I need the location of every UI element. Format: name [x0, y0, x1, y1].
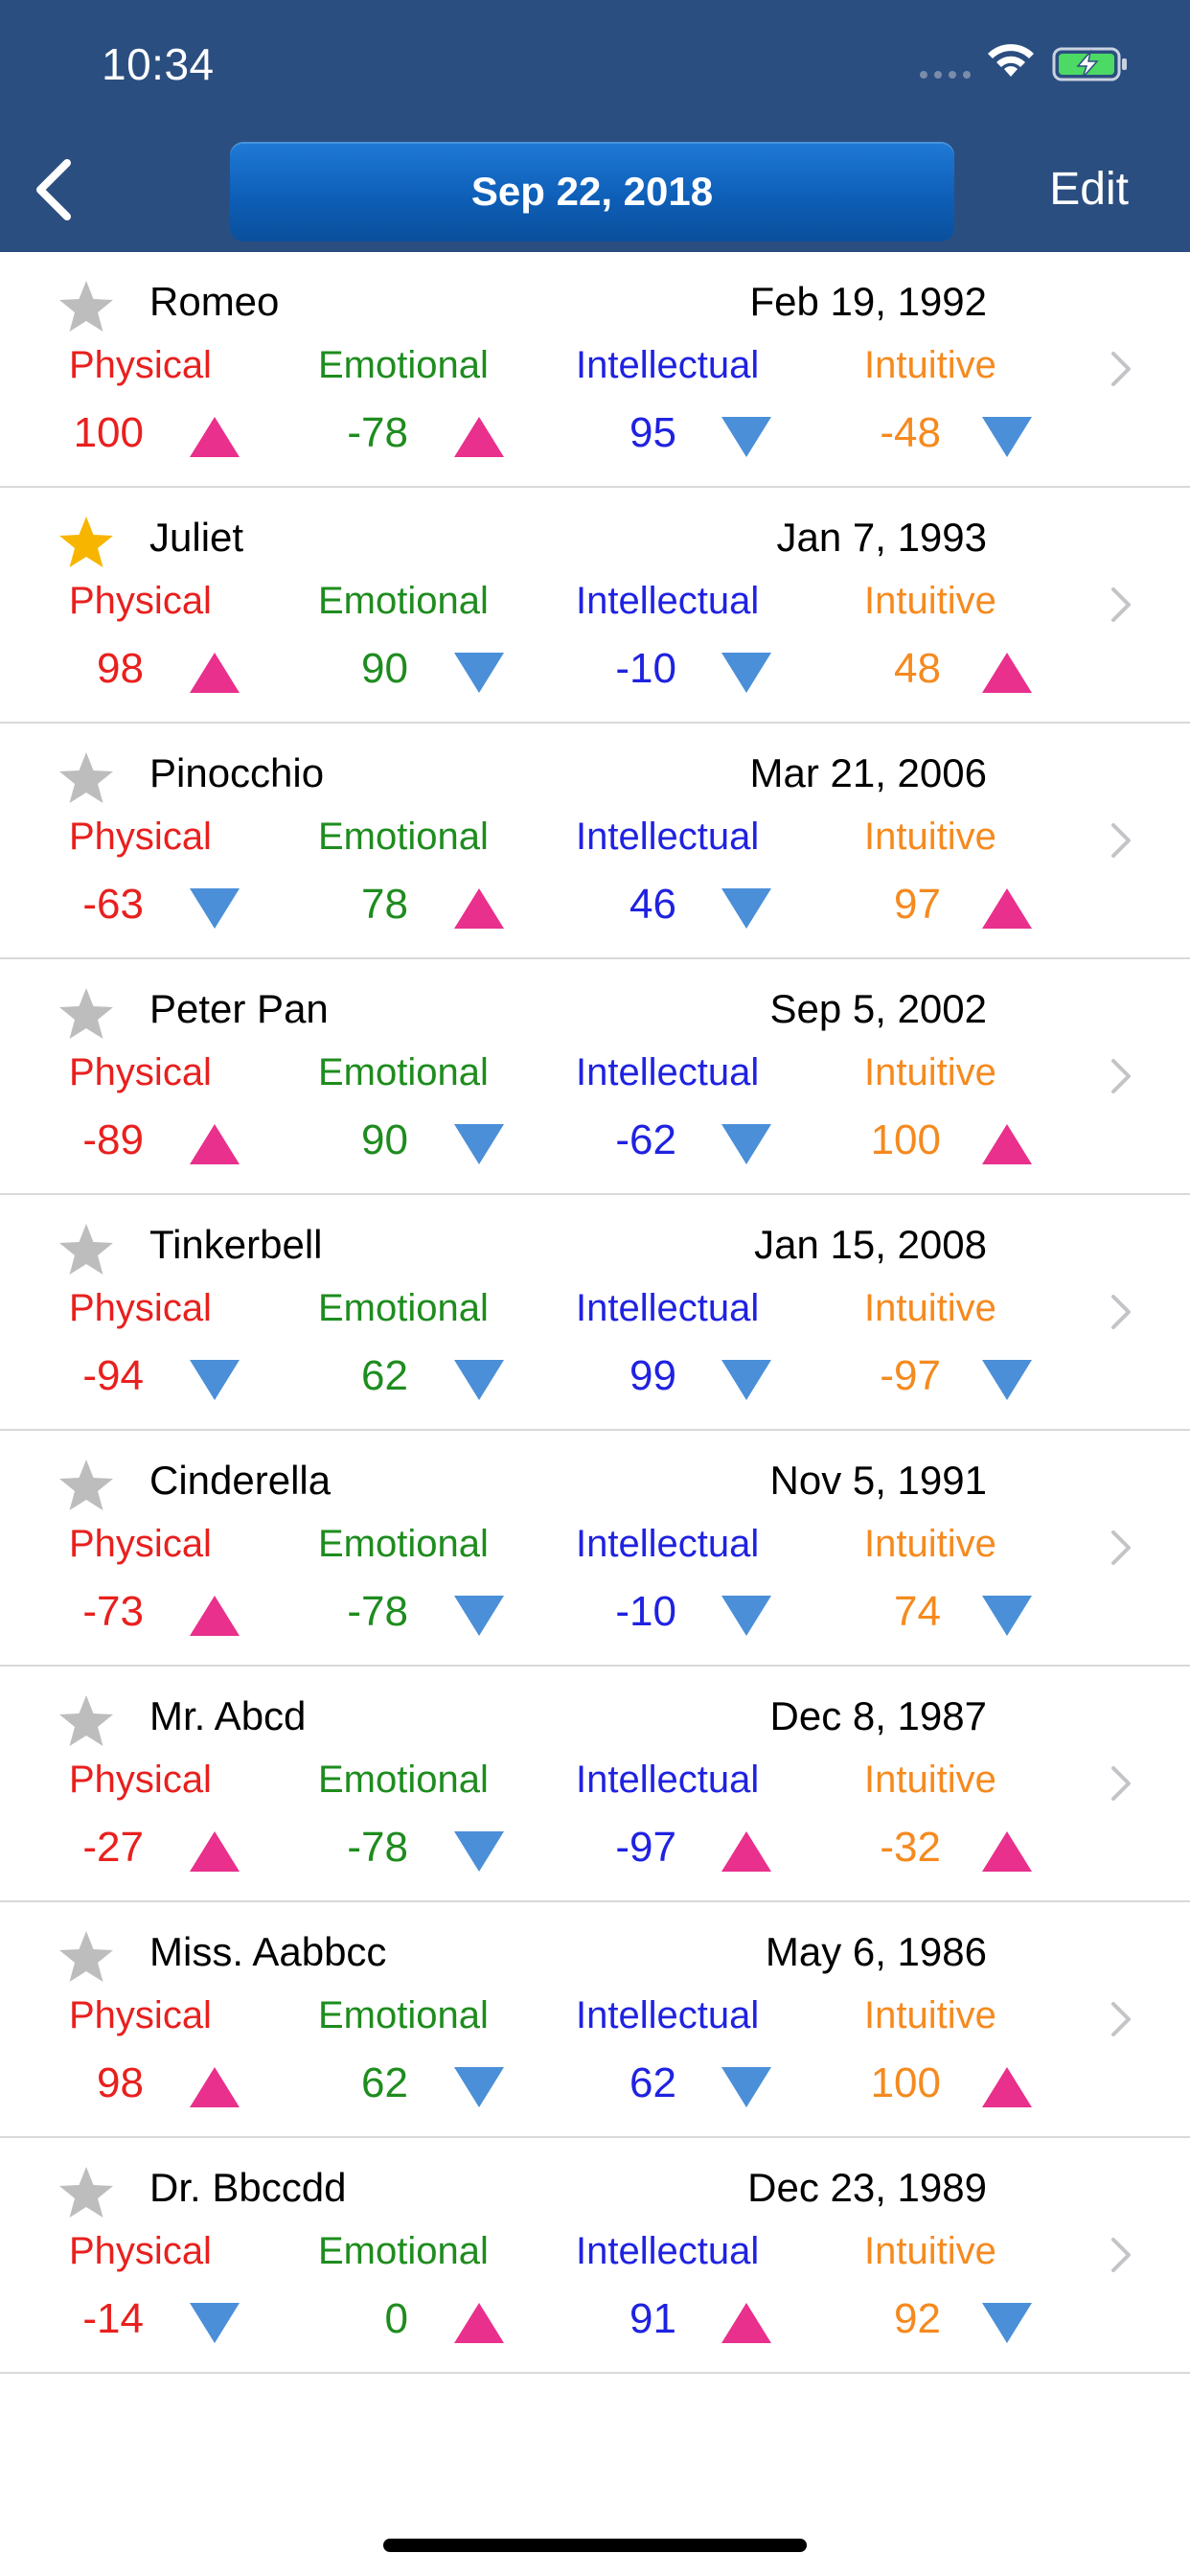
- person-row[interactable]: [0, 959, 1190, 1195]
- person-name: Romeo: [149, 279, 280, 324]
- people-list: [0, 252, 1190, 2374]
- favorite-star-icon[interactable]: [57, 750, 115, 806]
- emotional-label: Emotional: [318, 2230, 489, 2272]
- intuitive-value: 74: [894, 1588, 941, 1635]
- favorite-star-icon[interactable]: [57, 1693, 115, 1749]
- intellectual-trend-down-icon: [720, 886, 773, 931]
- physical-label: Physical: [69, 1051, 212, 1093]
- intellectual-value: 46: [629, 881, 676, 928]
- intuitive-label: Intuitive: [864, 1523, 996, 1565]
- physical-trend-down-icon: [188, 2301, 241, 2345]
- emotional-trend-down-icon: [452, 651, 506, 695]
- physical-value: -14: [82, 2295, 144, 2342]
- intuitive-value: 92: [894, 2295, 941, 2342]
- favorite-star-icon[interactable]: [57, 1929, 115, 1985]
- physical-label: Physical: [69, 344, 212, 386]
- intuitive-trend-down-icon: [980, 1358, 1034, 1402]
- emotional-value: 90: [361, 645, 408, 692]
- physical-value: -63: [82, 881, 144, 928]
- edit-button[interactable]: Edit: [1049, 164, 1129, 215]
- intuitive-trend-down-icon: [980, 415, 1034, 459]
- person-row[interactable]: [0, 488, 1190, 724]
- favorite-star-icon[interactable]: [57, 1458, 115, 1513]
- intellectual-value: 62: [629, 2059, 676, 2106]
- emotional-value: 0: [384, 2295, 408, 2342]
- person-row[interactable]: [0, 2138, 1190, 2374]
- intuitive-trend-up-icon: [980, 1829, 1034, 1874]
- date-picker-button[interactable]: Sep 22, 2018: [230, 142, 954, 242]
- intellectual-value: -10: [615, 645, 676, 692]
- intuitive-label: Intuitive: [864, 344, 996, 386]
- disclosure-chevron-icon[interactable]: [1110, 586, 1133, 624]
- intuitive-value: 97: [894, 881, 941, 928]
- physical-trend-up-icon: [188, 651, 241, 695]
- intuitive-label: Intuitive: [864, 1287, 996, 1329]
- disclosure-chevron-icon[interactable]: [1110, 2236, 1133, 2274]
- emotional-value: 62: [361, 2059, 408, 2106]
- physical-label: Physical: [69, 1287, 212, 1329]
- physical-value: 98: [97, 645, 144, 692]
- intellectual-trend-down-icon: [720, 1594, 773, 1638]
- emotional-value: -78: [347, 1588, 408, 1635]
- person-row[interactable]: [0, 1195, 1190, 1431]
- intuitive-value: 100: [870, 1116, 941, 1163]
- person-name: Juliet: [149, 515, 244, 560]
- intellectual-label: Intellectual: [576, 1759, 760, 1801]
- disclosure-chevron-icon[interactable]: [1110, 1057, 1133, 1095]
- intellectual-label: Intellectual: [576, 1994, 760, 2036]
- physical-trend-up-icon: [188, 415, 241, 459]
- physical-value: -94: [82, 1352, 144, 1399]
- physical-trend-up-icon: [188, 1594, 241, 1638]
- intellectual-trend-down-icon: [720, 1358, 773, 1402]
- emotional-trend-down-icon: [452, 1829, 506, 1874]
- emotional-value: -78: [347, 409, 408, 456]
- physical-label: Physical: [69, 580, 212, 622]
- home-indicator: [383, 2539, 807, 2552]
- physical-trend-up-icon: [188, 1829, 241, 1874]
- person-name: Dr. Bbccdd: [149, 2165, 347, 2210]
- emotional-value: 90: [361, 1116, 408, 1163]
- emotional-trend-up-icon: [452, 886, 506, 931]
- cellular-signal-icon: [920, 71, 971, 79]
- physical-label: Physical: [69, 1994, 212, 2036]
- emotional-label: Emotional: [318, 1994, 489, 2036]
- intuitive-trend-down-icon: [980, 1594, 1034, 1638]
- emotional-label: Emotional: [318, 1287, 489, 1329]
- intuitive-value: 48: [894, 645, 941, 692]
- intellectual-value: 91: [629, 2295, 676, 2342]
- intuitive-trend-up-icon: [980, 1122, 1034, 1166]
- intuitive-label: Intuitive: [864, 1759, 996, 1801]
- physical-value: -73: [82, 1588, 144, 1635]
- physical-label: Physical: [69, 2230, 212, 2272]
- emotional-label: Emotional: [318, 580, 489, 622]
- intuitive-trend-up-icon: [980, 651, 1034, 695]
- physical-trend-up-icon: [188, 1122, 241, 1166]
- status-time: 10:34: [102, 39, 215, 89]
- emotional-trend-down-icon: [452, 1594, 506, 1638]
- emotional-value: 62: [361, 1352, 408, 1399]
- intellectual-value: -10: [615, 1588, 676, 1635]
- physical-value: -27: [82, 1824, 144, 1871]
- intuitive-value: 100: [870, 2059, 941, 2106]
- intuitive-trend-up-icon: [980, 2065, 1034, 2109]
- intuitive-label: Intuitive: [864, 2230, 996, 2272]
- intuitive-value: -32: [880, 1824, 941, 1871]
- battery-charging-icon: [1052, 46, 1129, 82]
- birth-date: Jan 15, 2008: [754, 1222, 987, 1267]
- intellectual-value: 99: [629, 1352, 676, 1399]
- intellectual-trend-down-icon: [720, 2065, 773, 2109]
- intellectual-trend-up-icon: [720, 1829, 773, 1874]
- physical-value: -89: [82, 1116, 144, 1163]
- intuitive-label: Intuitive: [864, 1051, 996, 1093]
- emotional-trend-down-icon: [452, 1122, 506, 1166]
- favorite-star-icon[interactable]: [57, 515, 115, 570]
- disclosure-chevron-icon[interactable]: [1110, 1764, 1133, 1803]
- intellectual-value: -62: [615, 1116, 676, 1163]
- intellectual-trend-down-icon: [720, 415, 773, 459]
- birth-date: Mar 21, 2006: [749, 750, 987, 795]
- back-chevron-icon[interactable]: [31, 157, 75, 222]
- emotional-trend-down-icon: [452, 2065, 506, 2109]
- emotional-trend-up-icon: [452, 415, 506, 459]
- disclosure-chevron-icon[interactable]: [1110, 1529, 1133, 1567]
- intellectual-label: Intellectual: [576, 344, 760, 386]
- person-name: Peter Pan: [149, 986, 329, 1031]
- disclosure-chevron-icon[interactable]: [1110, 2000, 1133, 2038]
- intellectual-trend-down-icon: [720, 1122, 773, 1166]
- emotional-value: -78: [347, 1824, 408, 1871]
- physical-label: Physical: [69, 1523, 212, 1565]
- intuitive-trend-down-icon: [980, 2301, 1034, 2345]
- disclosure-chevron-icon[interactable]: [1110, 1293, 1133, 1331]
- emotional-label: Emotional: [318, 344, 489, 386]
- person-row[interactable]: [0, 1667, 1190, 1902]
- birth-date: Nov 5, 1991: [769, 1458, 987, 1503]
- person-name: Mr. Abcd: [149, 1693, 307, 1738]
- person-row[interactable]: [0, 1431, 1190, 1667]
- person-row[interactable]: [0, 724, 1190, 959]
- intellectual-value: 95: [629, 409, 676, 456]
- physical-label: Physical: [69, 816, 212, 858]
- emotional-value: 78: [361, 881, 408, 928]
- intuitive-label: Intuitive: [864, 580, 996, 622]
- disclosure-chevron-icon[interactable]: [1110, 821, 1133, 860]
- person-name: Tinkerbell: [149, 1222, 323, 1267]
- birth-date: Sep 5, 2002: [769, 986, 987, 1031]
- intellectual-label: Intellectual: [576, 1523, 760, 1565]
- intellectual-value: -97: [615, 1824, 676, 1871]
- emotional-trend-up-icon: [452, 2301, 506, 2345]
- physical-label: Physical: [69, 1759, 212, 1801]
- nav-header: [0, 0, 1190, 252]
- intellectual-label: Intellectual: [576, 2230, 760, 2272]
- physical-value: 98: [97, 2059, 144, 2106]
- disclosure-chevron-icon[interactable]: [1110, 350, 1133, 388]
- person-row[interactable]: [0, 1902, 1190, 2138]
- person-name: Miss. Aabbcc: [149, 1929, 387, 1974]
- person-row[interactable]: [0, 252, 1190, 488]
- birth-date: Dec 23, 1989: [747, 2165, 987, 2210]
- intellectual-label: Intellectual: [576, 1051, 760, 1093]
- intellectual-trend-up-icon: [720, 2301, 773, 2345]
- physical-trend-up-icon: [188, 2065, 241, 2109]
- physical-trend-down-icon: [188, 886, 241, 931]
- emotional-label: Emotional: [318, 816, 489, 858]
- person-name: Pinocchio: [149, 750, 325, 795]
- physical-trend-down-icon: [188, 1358, 241, 1402]
- intellectual-label: Intellectual: [576, 816, 760, 858]
- birth-date: Dec 8, 1987: [769, 1693, 987, 1738]
- birth-date: May 6, 1986: [765, 1929, 987, 1974]
- physical-value: 100: [73, 409, 144, 456]
- emotional-trend-down-icon: [452, 1358, 506, 1402]
- intellectual-label: Intellectual: [576, 580, 760, 622]
- favorite-star-icon[interactable]: [57, 2165, 115, 2220]
- favorite-star-icon[interactable]: [57, 986, 115, 1042]
- intellectual-trend-down-icon: [720, 651, 773, 695]
- wifi-icon: [985, 42, 1037, 80]
- emotional-label: Emotional: [318, 1051, 489, 1093]
- favorite-star-icon[interactable]: [57, 279, 115, 334]
- intellectual-label: Intellectual: [576, 1287, 760, 1329]
- emotional-label: Emotional: [318, 1523, 489, 1565]
- intuitive-value: -97: [880, 1352, 941, 1399]
- emotional-label: Emotional: [318, 1759, 489, 1801]
- intuitive-label: Intuitive: [864, 816, 996, 858]
- intuitive-trend-up-icon: [980, 886, 1034, 931]
- birth-date: Jan 7, 1993: [776, 515, 987, 560]
- favorite-star-icon[interactable]: [57, 1222, 115, 1277]
- intuitive-value: -48: [880, 409, 941, 456]
- birth-date: Feb 19, 1992: [749, 279, 987, 324]
- person-name: Cinderella: [149, 1458, 332, 1503]
- intuitive-label: Intuitive: [864, 1994, 996, 2036]
